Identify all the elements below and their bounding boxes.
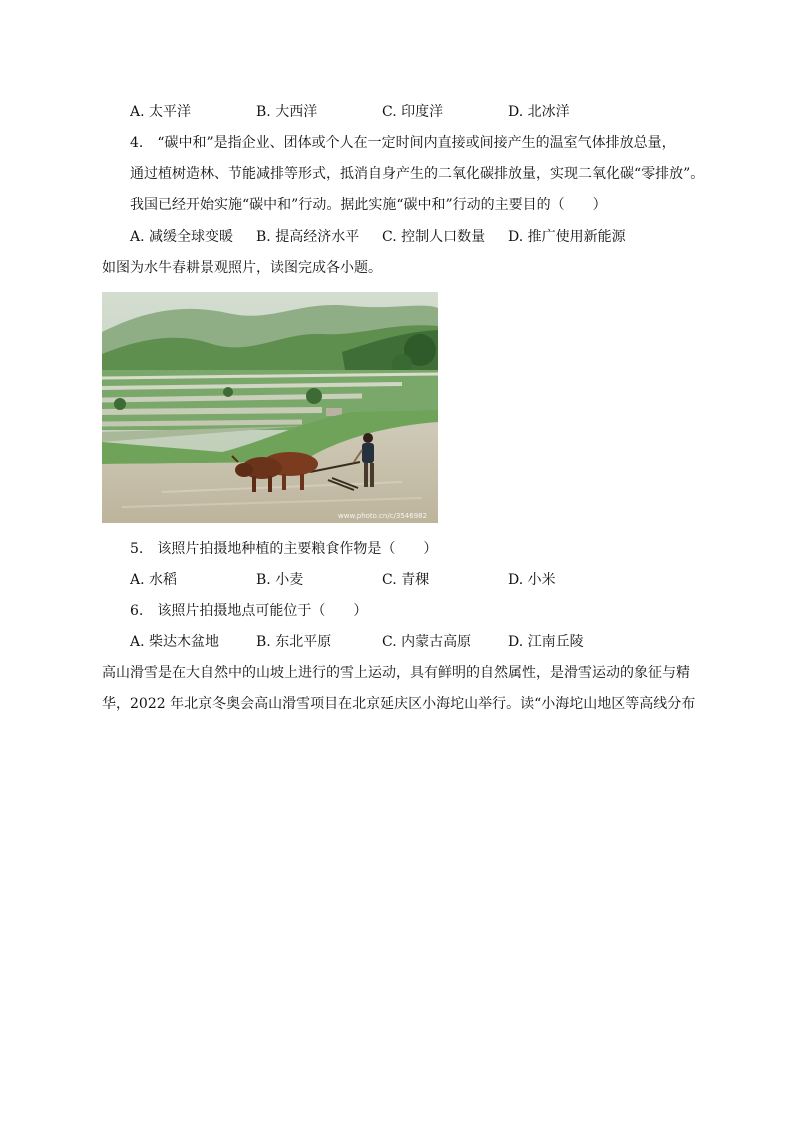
q6-stem: 6. 该照片拍摄地点可能位于（ ）	[130, 603, 368, 619]
photo-watermark: www.photo.cn/c/3546982	[338, 512, 428, 520]
photo-intro-text: 如图为水牛春耕景观照片，读图完成各小题。	[102, 260, 382, 276]
q5-option-a: A. 水稻	[130, 572, 178, 588]
q6-option-c: C. 内蒙古高原	[382, 634, 472, 650]
q3-option-c: C. 印度洋	[382, 104, 444, 120]
q3-option-d: D. 北冰洋	[508, 104, 570, 120]
q4-stem-line-2: 通过植树造林、节能减排等形式，抵消自身产生的二氧化碳排放量，实现二氧化碳“零排放”。	[130, 166, 705, 182]
q3-option-b: B. 大西洋	[256, 104, 318, 120]
q4-stem-line-1: 4. “碳中和”是指企业、团体或个人在一定时间内直接或间接产生的温室气体排放总量，	[130, 135, 676, 151]
q3-option-a: A. 太平洋	[130, 104, 192, 120]
q5-stem: 5. 该照片拍摄地种植的主要粮食作物是（ ）	[130, 541, 438, 557]
ski-passage-line-2: 华，2022 年北京冬奥会高山滑雪项目在北京延庆区小海坨山举行。读“小海坨山地区等高线分布	[102, 696, 696, 712]
q4-stem-line-3: 我国已经开始实施“碳中和”行动。据此实施“碳中和”行动的主要目的（ ）	[130, 197, 607, 213]
q6-option-a: A. 柴达木盆地	[130, 634, 220, 650]
q4-option-d: D. 推广使用新能源	[508, 229, 626, 245]
ski-passage-line-1: 高山滑雪是在大自然中的山坡上进行的雪上运动，具有鲜明的自然属性，是滑雪运动的象征与精	[102, 665, 690, 681]
q4-option-b: B. 提高经济水平	[256, 229, 360, 245]
q6-option-b: B. 东北平原	[256, 634, 332, 650]
q5-option-b: B. 小麦	[256, 572, 304, 588]
q4-option-c: C. 控制人口数量	[382, 229, 486, 245]
q5-option-d: D. 小米	[508, 572, 556, 588]
ox-ploughing-photo	[102, 292, 438, 523]
q6-option-d: D. 江南丘陵	[508, 634, 584, 650]
q5-option-c: C. 青稞	[382, 572, 430, 588]
q4-option-a: A. 减缓全球变暖	[130, 229, 234, 245]
